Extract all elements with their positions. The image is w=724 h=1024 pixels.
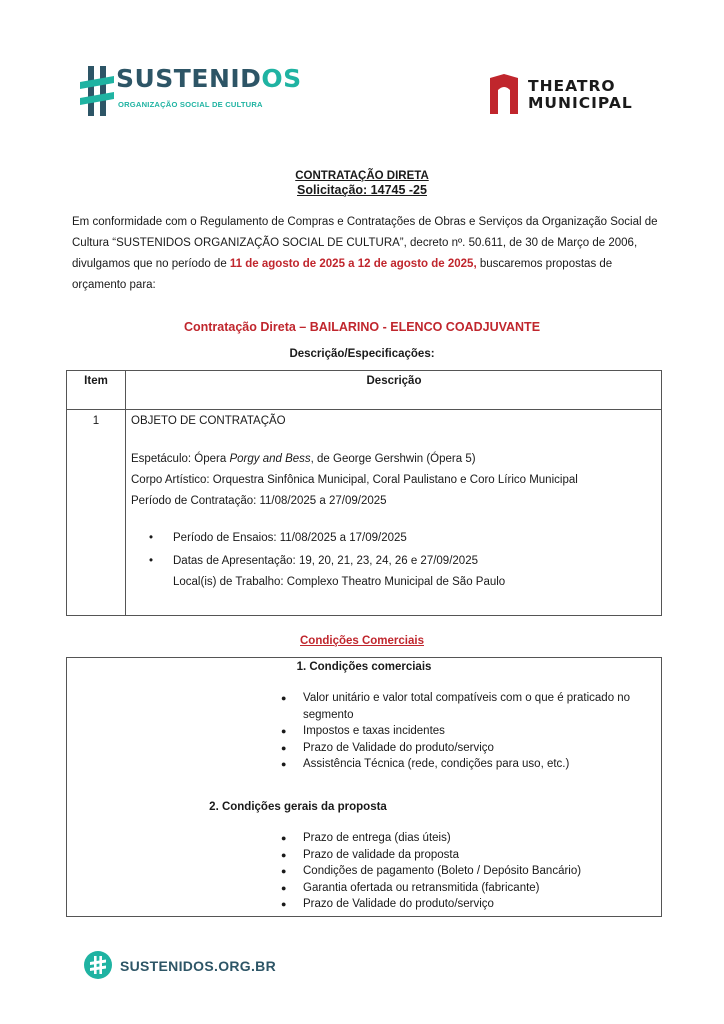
section1-title: 1. Condições comerciais — [296, 661, 432, 673]
section2-title: 2. Condições gerais da proposta — [209, 801, 387, 813]
bullet-icon: ● — [281, 693, 287, 703]
theatro-line2: MUNICIPAL — [528, 94, 633, 112]
bullet-icon: ● — [281, 726, 287, 736]
bullet-icon: ● — [281, 849, 287, 860]
intro-paragraph: Em conformidade com o Regulamento de Compras e Contratações de Obras e Serviços da Organização Social de Cultura “SUSTENIDOS ORGANIZAÇÃO SOCIAL DE CULTURA”, decreto nº. 50.611, de 30 de Março de 2006, divulgamos que no período de 11 de agosto de 2025 a 12 de agosto de 2025, buscaremos propostas de orçamento para: — [72, 216, 658, 291]
bullet-icon: • — [149, 532, 154, 544]
bullet-icon: ● — [281, 742, 287, 753]
sustenidos-logo — [80, 64, 302, 120]
list-item: ● Garantia ofertada ou retransmitida (fabricante) — [303, 880, 581, 897]
commercial-table — [66, 657, 662, 917]
col-header-item: Item — [84, 375, 108, 387]
footer-website-link[interactable]: SUSTENIDOS.ORG.BR — [120, 958, 277, 974]
spec-table — [66, 370, 662, 616]
hashtag-logo-icon — [80, 64, 114, 118]
row-item-number: 1 — [92, 415, 100, 427]
performance-item: • Datas de Apresentação: 19, 20, 21, 23, 24, 26 e 27/09/2025 — [149, 555, 478, 567]
theatro-line1: THEATRO — [528, 77, 616, 95]
bullet-icon: ● — [281, 899, 287, 909]
bullet-icon: ● — [281, 833, 287, 843]
sustenidos-wordmark: SUSTENIDOS — [116, 64, 302, 93]
sustenidos-footer-icon — [84, 951, 112, 979]
col-header-description: Descrição — [366, 375, 422, 387]
list-item: ● Assistência Técnica (rede, condições para uso, etc.) — [303, 756, 630, 773]
bullet-icon: ● — [281, 882, 287, 893]
artistic-body: Corpo Artístico: Orquestra Sinfônica Municipal, Coral Paulistano e Coro Lírico Municipal — [131, 474, 578, 486]
document-title: CONTRATAÇÃO DIRETA — [295, 170, 429, 182]
request-number: Solicitação: 14745 -25 — [297, 183, 427, 197]
contract-period: Período de Contratação: 11/08/2025 a 27/09/2025 — [131, 495, 387, 507]
show-line: Espetáculo: Ópera Porgy and Bess, de George Gershwin (Ópera 5) — [131, 453, 476, 465]
section2-list — [281, 830, 582, 913]
contract-title: Contratação Direta – BAILARINO - ELENCO COADJUVANTE — [183, 320, 541, 334]
object-label: OBJETO DE CONTRATAÇÃO — [131, 415, 286, 427]
list-item: segmento — [303, 708, 354, 721]
list-item: ● Impostos e taxas incidentes — [303, 723, 630, 740]
bullet-icon: ● — [281, 759, 287, 769]
theatro-arch-icon — [488, 72, 520, 116]
list-item: ● Prazo de Validade do produto/serviço — [303, 896, 581, 913]
list-item: ● Valor unitário e valor total compatíveis com o que é praticado no — [303, 690, 630, 707]
spec-title: Descrição/Especificações: — [289, 348, 435, 360]
theatro-municipal-logo — [488, 72, 658, 116]
section1-list — [281, 690, 631, 773]
list-item: ● Prazo de validade da proposta — [303, 847, 581, 864]
list-item: ● Condições de pagamento (Boleto / Depósito Bancário) — [303, 863, 581, 880]
list-item: ● Prazo de Validade do produto/serviço — [303, 740, 630, 757]
list-item: ● Prazo de entrega (dias úteis) — [303, 830, 581, 847]
sustenidos-subtitle: ORGANIZAÇÃO SOCIAL DE CULTURA — [118, 100, 263, 109]
rehearsal-item: • Período de Ensaios: 11/08/2025 a 17/09/2025 — [149, 532, 407, 544]
bullet-icon: • — [149, 555, 154, 567]
commercial-title: Condições Comerciais — [300, 635, 424, 647]
intro-period: 11 de agosto de 2025 a 12 de agosto de 2025, — [229, 258, 477, 270]
workplace: Local(is) de Trabalho: Complexo Theatro Municipal de São Paulo — [173, 576, 506, 588]
bullet-icon: ● — [281, 866, 287, 876]
